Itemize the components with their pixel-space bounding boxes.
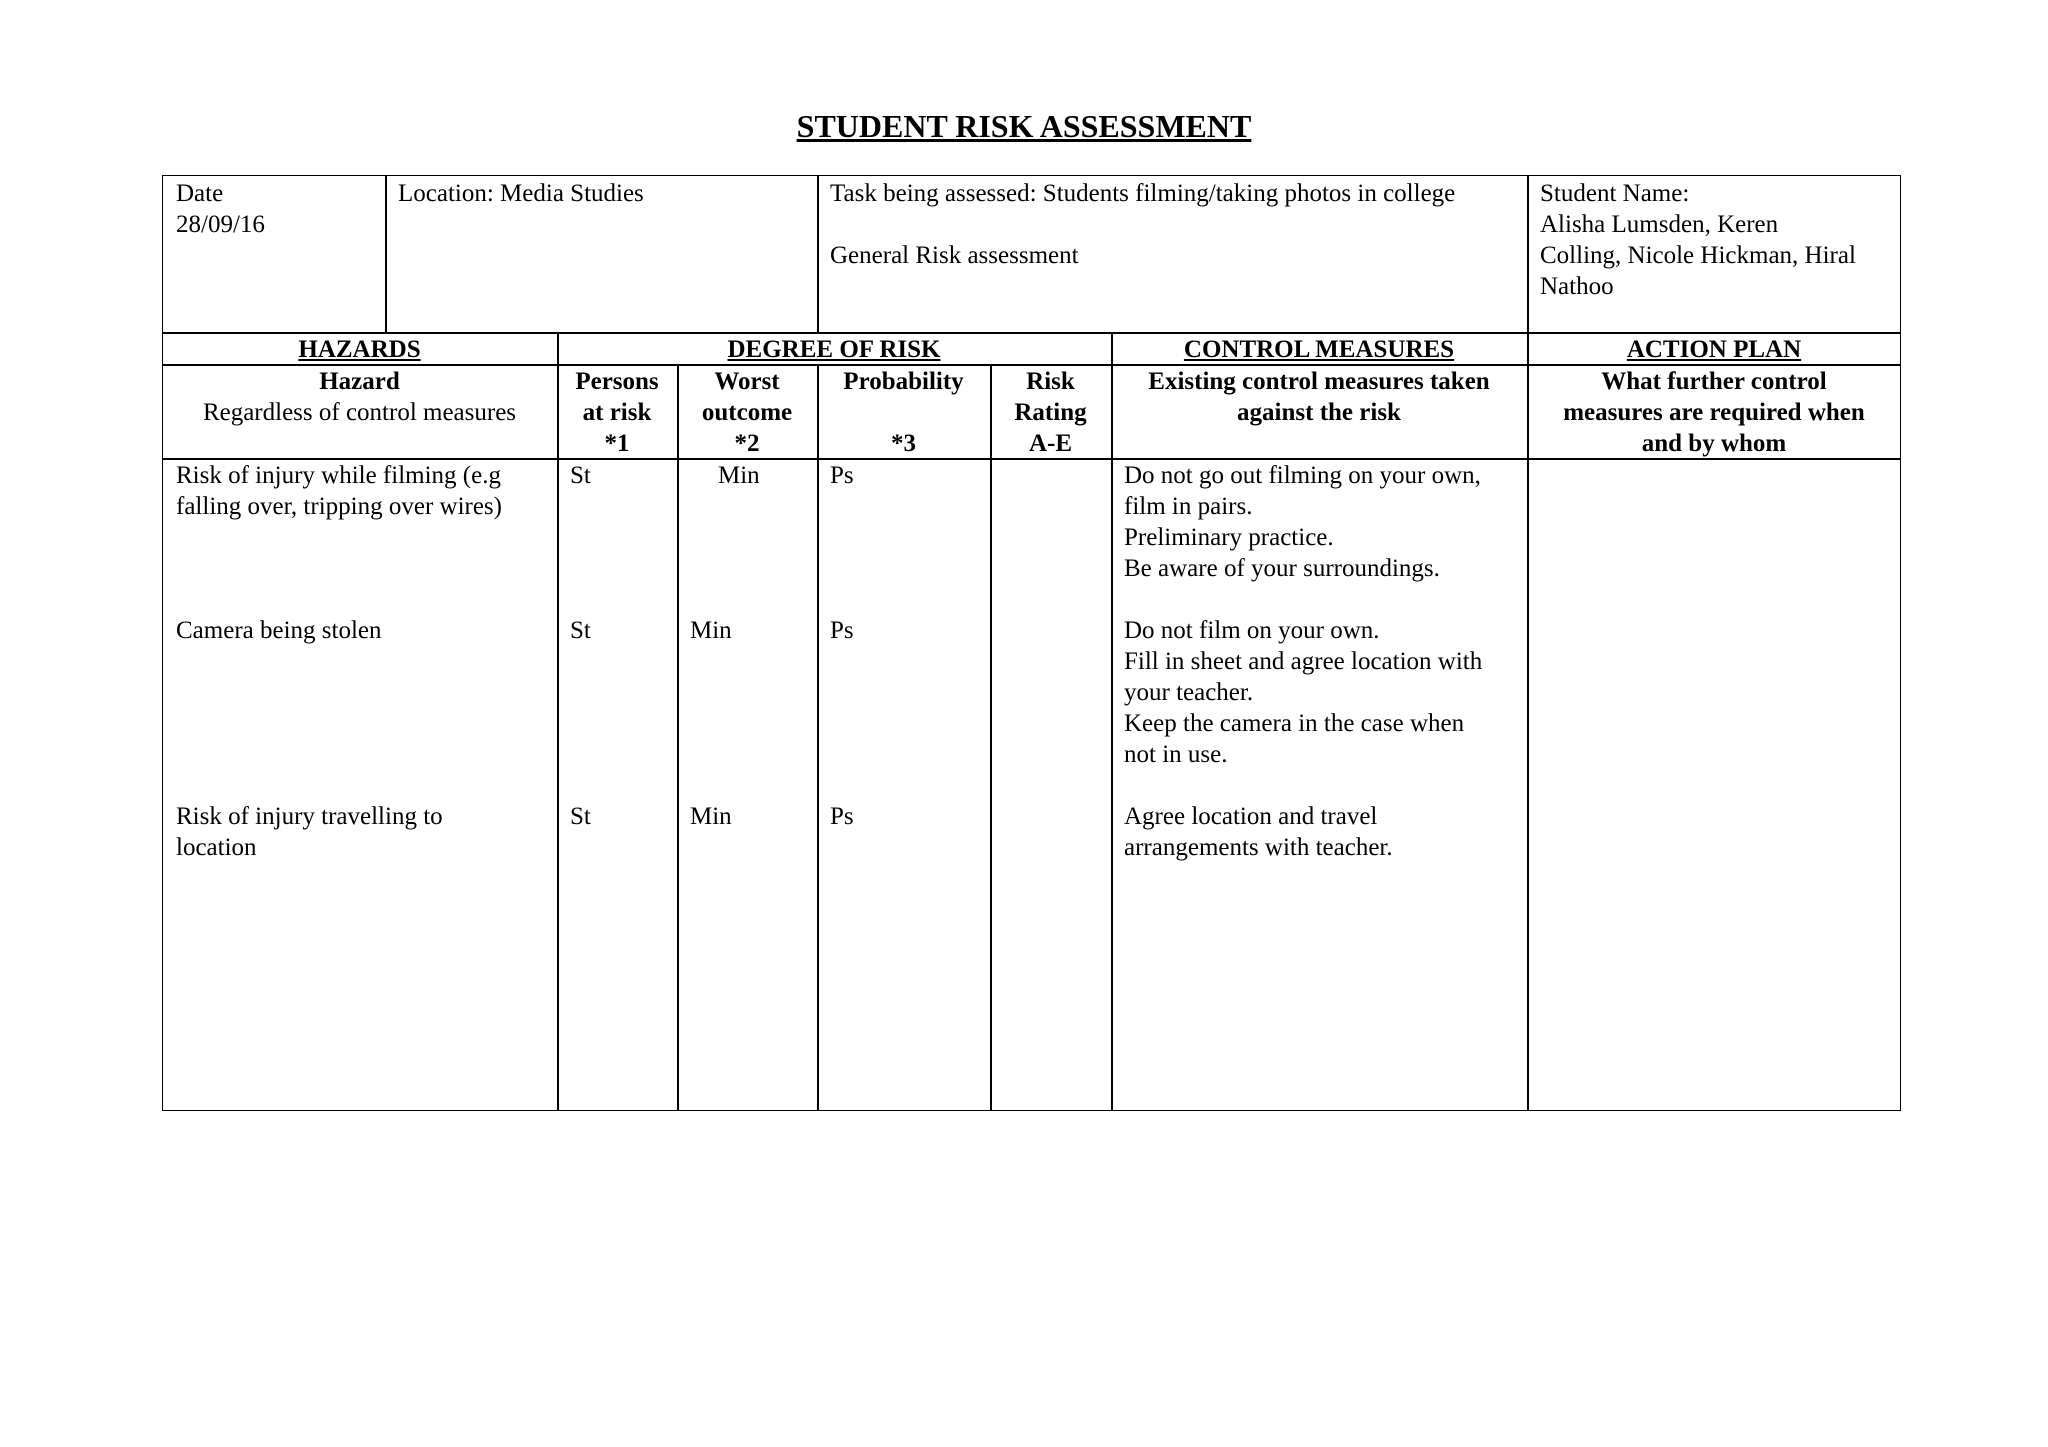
- column-persons-at-risk: Persons at risk *1: [575, 368, 659, 457]
- page-title: STUDENT RISK ASSESSMENT: [796, 108, 1252, 144]
- section-action-plan: ACTION PLAN: [1626, 336, 1802, 363]
- column-probability-note: *3: [891, 430, 916, 457]
- general-risk-text: General Risk assessment: [830, 242, 1079, 269]
- divider: [385, 175, 387, 333]
- column-existing-controls: Existing control measures taken against the risk: [1148, 368, 1490, 426]
- row-3-hazard: Risk of injury travelling to location: [176, 803, 443, 861]
- divider: [817, 364, 819, 1111]
- row-3-worst: Min: [690, 803, 732, 830]
- student-names: Alisha Lumsden, Keren Colling, Nicole Hickman, Hiral Nathoo: [1540, 211, 1856, 300]
- date-value: 28/09/16: [176, 211, 265, 238]
- column-further-controls: What further control measures are required when and by whom: [1563, 368, 1865, 457]
- row-3-probability: Ps: [830, 803, 854, 830]
- row-3-control: Agree location and travel arrangements with teacher.: [1124, 803, 1393, 861]
- divider: [817, 175, 819, 333]
- section-degree-of-risk: DEGREE OF RISK: [727, 336, 941, 363]
- row-1-probability: Ps: [830, 462, 854, 489]
- row-1-control: Do not go out filming on your own, film in pairs. Preliminary practice. Be aware of your surroundings.: [1124, 462, 1481, 582]
- student-name-label: Student Name:: [1540, 180, 1690, 207]
- row-1-hazard: Risk of injury while filming (e.g falling over, tripping over wires): [176, 462, 502, 520]
- row-2-control: Do not film on your own. Fill in sheet and agree location with your teacher. Keep the camera in the case when not in use.: [1124, 617, 1483, 768]
- column-worst-outcome: Worst outcome *2: [701, 368, 793, 457]
- date-label: Date: [176, 180, 224, 207]
- row-2-hazard: Camera being stolen: [176, 617, 382, 644]
- row-3-persons: St: [570, 803, 591, 830]
- location-text: Location: Media Studies: [398, 180, 644, 207]
- row-1-worst: Min: [718, 462, 760, 489]
- row-2-persons: St: [570, 617, 591, 644]
- column-hazard-subtitle: Regardless of control measures: [202, 399, 517, 426]
- risk-assessment-table: [162, 175, 1901, 1111]
- row-2-worst: Min: [690, 617, 732, 644]
- section-hazards: HAZARDS: [298, 336, 421, 363]
- divider: [1527, 175, 1529, 1111]
- divider: [990, 364, 992, 1111]
- column-hazard-title: Hazard: [319, 368, 400, 395]
- task-text: Task being assessed: Students filming/taking photos in college: [830, 180, 1456, 207]
- divider: [677, 364, 679, 1111]
- row-2-probability: Ps: [830, 617, 854, 644]
- section-control-measures: CONTROL MEASURES: [1183, 336, 1455, 363]
- divider: [1111, 332, 1113, 1111]
- column-probability: Probability: [843, 368, 964, 395]
- row-1-persons: St: [570, 462, 591, 489]
- column-risk-rating: Risk Rating A-E: [1014, 368, 1087, 457]
